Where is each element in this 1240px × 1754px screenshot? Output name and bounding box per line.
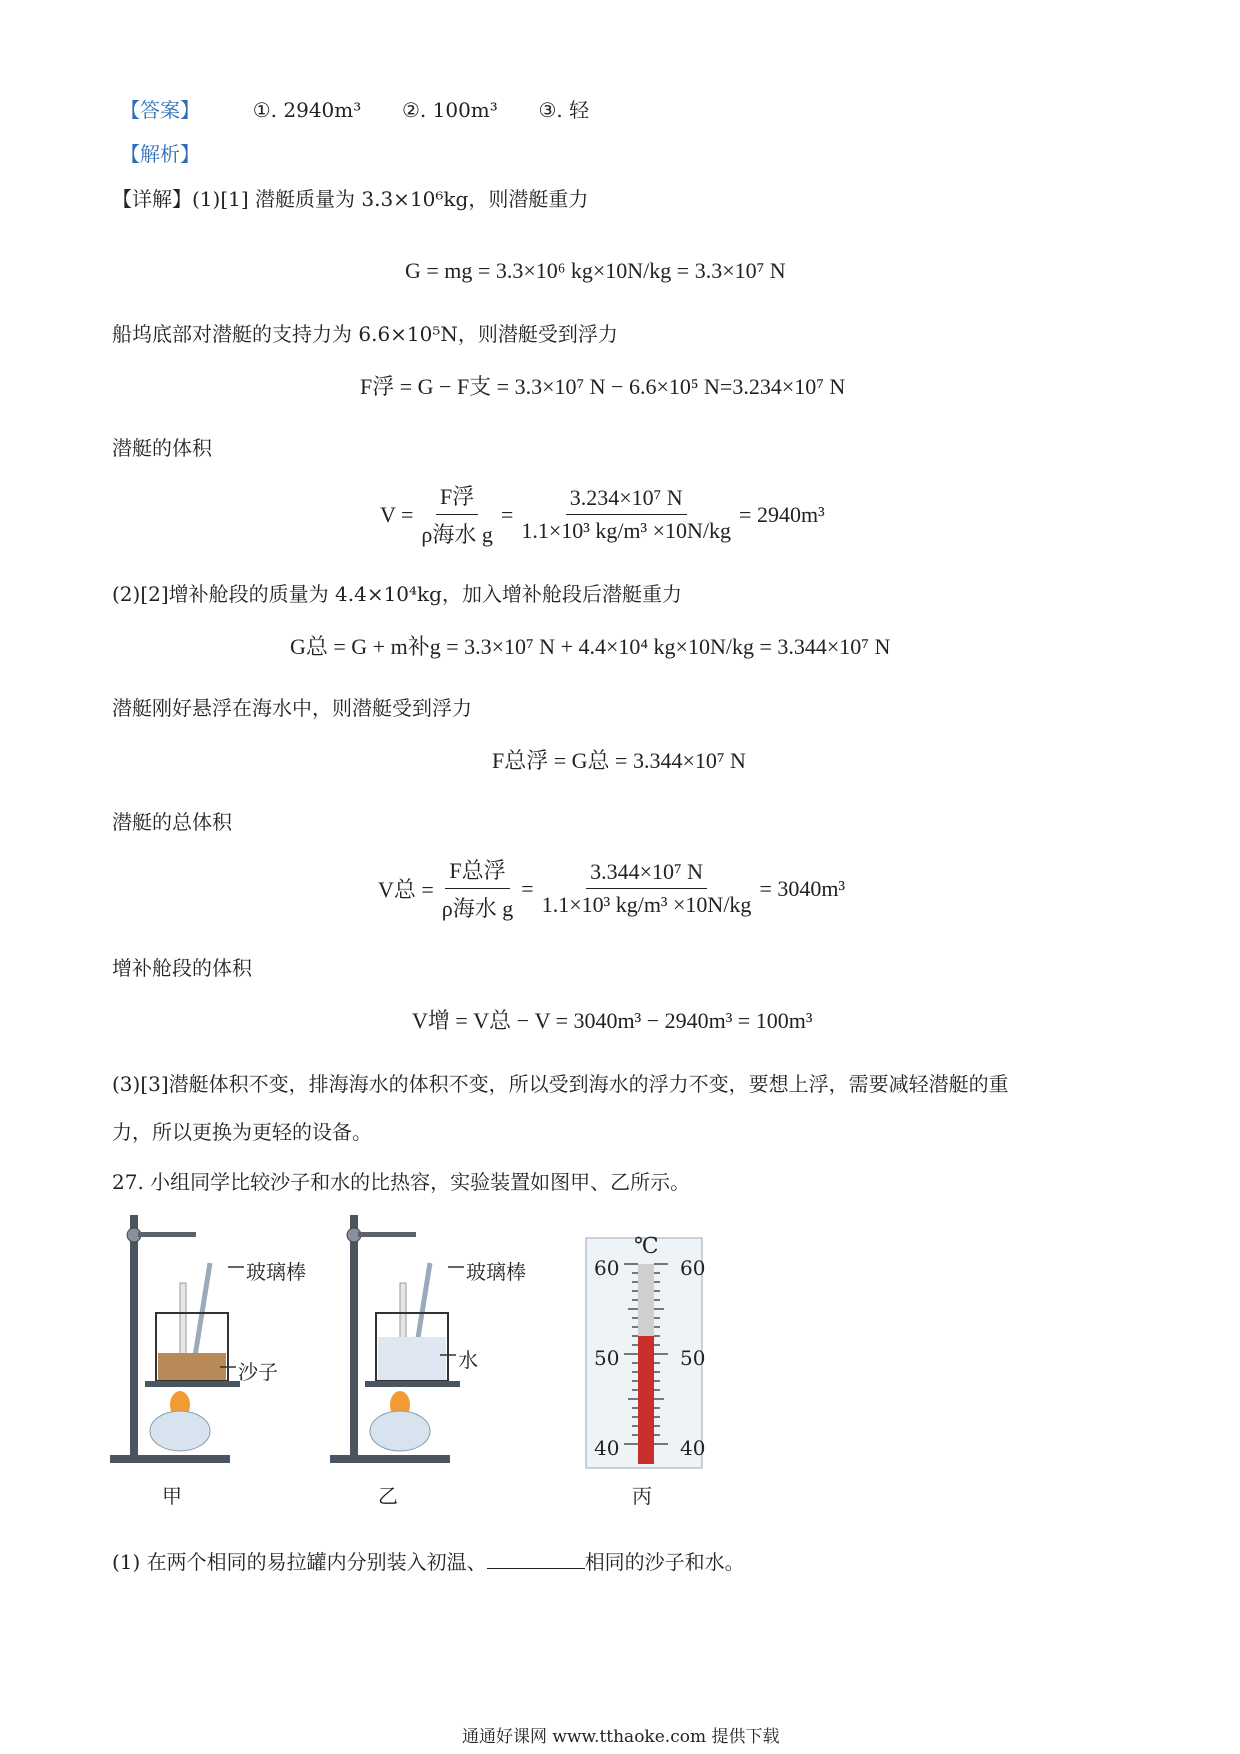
fraction-buoyancy-over-density bbox=[417, 480, 496, 549]
sand bbox=[158, 1353, 226, 1380]
thermometer bbox=[180, 1283, 186, 1365]
equation-buoyancy: F浮 = G − F支 = 3.3×10⁷ N − 6.6×10⁵ N=3.234×10⁷ N bbox=[360, 374, 846, 399]
equation-added-volume: V增 = V总 − V = 3040m³ − 2940m³ = 100m³ bbox=[412, 1008, 813, 1033]
label-glass-rod-b: 玻璃棒 bbox=[466, 1260, 526, 1284]
eq-volume-rhs: = 2940m³ bbox=[739, 501, 825, 527]
clamp-arm bbox=[358, 1232, 416, 1237]
fraction-numerator: F浮 bbox=[436, 480, 478, 515]
stand-rod bbox=[130, 1215, 138, 1460]
equation-total-gravity: G总 = G + m补g = 3.3×10⁷ N + 4.4×10⁴ kg×10N/kg = 3.344×10⁷ N bbox=[290, 634, 891, 659]
equals-sign: = bbox=[500, 501, 514, 527]
fraction-numerator: 3.344×10⁷ N bbox=[586, 859, 707, 889]
sub-question-1-after: 相同的沙子和水。 bbox=[584, 1550, 745, 1574]
fraction-total-buoyancy-over-density bbox=[438, 854, 517, 923]
fraction-denominator: ρ海水 g bbox=[441, 896, 514, 921]
eq-total-volume-lhs: V总 = bbox=[378, 877, 434, 902]
tick-label-left-50: 50 bbox=[594, 1346, 620, 1370]
fraction-denominator: 1.1×10³ kg/m³ ×10N/kg bbox=[541, 892, 752, 917]
eq-total-volume-rhs: = 3040m³ bbox=[759, 875, 846, 901]
sub-question-1 bbox=[112, 1546, 745, 1575]
equation-total-buoyancy: F总浮 = G总 = 3.344×10⁷ N bbox=[492, 748, 746, 773]
equation-volume bbox=[380, 480, 825, 549]
label-sand: 沙子 bbox=[238, 1360, 278, 1384]
sub-question-1-before: (1) 在两个相同的易拉罐内分别装入初温、 bbox=[112, 1550, 487, 1574]
clamp-arm bbox=[138, 1232, 196, 1237]
tick-label-right-50: 50 bbox=[680, 1346, 706, 1370]
caption-c: 丙 bbox=[632, 1484, 652, 1508]
detail-line-1: 【详解】(1)[1] 潜艇质量为 3.3×10⁶kg，则潜艇重力 bbox=[112, 187, 589, 211]
fraction-numerator: 3.234×10⁷ N bbox=[566, 485, 687, 515]
stand-base bbox=[330, 1455, 450, 1463]
fraction-denominator: ρ海水 g bbox=[421, 522, 493, 547]
tick-label-right-40: 40 bbox=[680, 1436, 706, 1460]
label-water: 水 bbox=[458, 1348, 478, 1372]
equals-sign: = bbox=[521, 875, 534, 901]
stand-base bbox=[110, 1455, 230, 1463]
detail-line-4: (2)[2]增补舱段的质量为 4.4×10⁴kg，加入增补舱段后潜艇重力 bbox=[112, 582, 682, 606]
tick-label-left-60: 60 bbox=[594, 1256, 620, 1280]
detail-line-7: 增补舱段的体积 bbox=[112, 956, 252, 980]
detail-line-6: 潜艇的总体积 bbox=[112, 810, 232, 834]
analysis-label: 【解析】 bbox=[120, 142, 200, 166]
thermometer-unit: ℃ bbox=[634, 1234, 659, 1259]
fraction-denominator: 1.1×10³ kg/m³ ×10N/kg bbox=[521, 518, 732, 543]
eq-volume-lhs: V = bbox=[380, 501, 414, 527]
answer-3: ③. 轻 bbox=[538, 98, 590, 122]
detail-line-8b: 力，所以更换为更轻的设备。 bbox=[112, 1120, 372, 1144]
equation-gravity: G = mg = 3.3×10⁶ kg×10N/kg = 3.3×10⁷ N bbox=[405, 258, 786, 283]
fraction-numeric bbox=[538, 859, 756, 918]
label-glass-rod-a: 玻璃棒 bbox=[246, 1260, 306, 1284]
figure-sand-apparatus bbox=[110, 1205, 340, 1465]
stand-rod bbox=[350, 1215, 358, 1460]
caption-b: 乙 bbox=[378, 1484, 398, 1508]
answer-1: ①. 2940m³ bbox=[252, 98, 362, 122]
alcohol-lamp bbox=[370, 1411, 430, 1451]
fraction-numerator: F总浮 bbox=[445, 854, 509, 889]
caption-a: 甲 bbox=[162, 1484, 182, 1508]
answer-blank[interactable] bbox=[487, 1552, 585, 1569]
detail-line-2: 船坞底部对潜艇的支持力为 6.6×10⁵N，则潜艇受到浮力 bbox=[112, 322, 618, 346]
question-27: 27. 小组同学比较沙子和水的比热容，实验装置如图甲、乙所示。 bbox=[112, 1170, 691, 1194]
mercury-column bbox=[638, 1336, 654, 1464]
answer-2: ②. 100m³ bbox=[401, 98, 498, 122]
tick-label-left-40: 40 bbox=[594, 1436, 620, 1460]
answer-line bbox=[120, 94, 589, 123]
fraction-numeric bbox=[517, 485, 735, 544]
page-footer: 通通好课网 www.tthaoke.com 提供下载 bbox=[462, 1727, 780, 1747]
tick-label-right-60: 60 bbox=[680, 1256, 706, 1280]
ring bbox=[145, 1381, 240, 1387]
answer-label: 【答案】 bbox=[120, 98, 200, 122]
alcohol-lamp bbox=[150, 1411, 210, 1451]
ring bbox=[365, 1381, 460, 1387]
detail-line-5: 潜艇刚好悬浮在海水中，则潜艇受到浮力 bbox=[112, 696, 472, 720]
figure-water-apparatus bbox=[330, 1205, 560, 1465]
equation-total-volume bbox=[378, 854, 845, 923]
water bbox=[378, 1337, 446, 1380]
detail-line-8a: (3)[3]潜艇体积不变，排海海水的体积不变，所以受到海水的浮力不变，要想上浮，需要减轻潜艇的重 bbox=[112, 1072, 1009, 1096]
detail-line-3: 潜艇的体积 bbox=[112, 436, 212, 460]
